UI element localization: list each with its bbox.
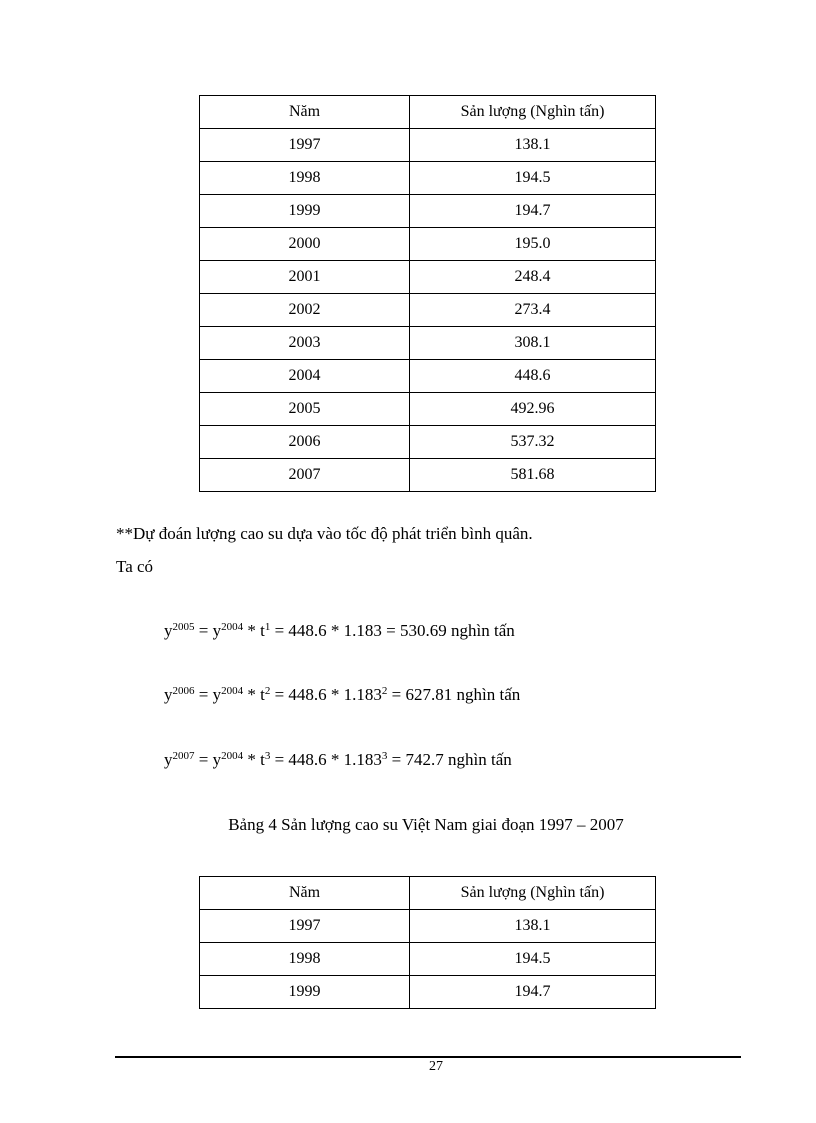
table-caption: Bảng 4 Sản lượng cao su Việt Nam giai đoạn 1997 – 2007 (228, 815, 624, 834)
output-cell: 194.7 (410, 976, 656, 1009)
formula-superscript: 3 (264, 750, 271, 762)
output-cell: 138.1 (410, 910, 656, 943)
year-cell: 2005 (200, 393, 410, 426)
year-cell: 2001 (200, 261, 410, 294)
column-header-year: Năm (200, 877, 410, 910)
output-cell: 581.68 (410, 459, 656, 492)
formula-result: = 448.6 * 1.183 = 530.69 nghìn tấn (270, 621, 515, 640)
table-header-row (200, 96, 656, 129)
formula-superscript: 2004 (221, 750, 244, 762)
formula-term: y (164, 685, 173, 704)
year-cell: 2007 (200, 459, 410, 492)
formula-term: = y (194, 750, 222, 769)
year-cell: 2002 (200, 294, 410, 327)
year-cell: 1997 (200, 129, 410, 162)
formula-term: y (164, 621, 173, 640)
column-header-output: Sản lượng (Nghìn tấn) (410, 96, 656, 129)
output-cell: 492.96 (410, 393, 656, 426)
output-cell: 448.6 (410, 360, 656, 393)
formula-result: = 627.81 nghìn tấn (387, 685, 521, 704)
year-cell: 1999 (200, 195, 410, 228)
formula-superscript: 3 (381, 750, 388, 762)
formula-term: * t (243, 750, 265, 769)
year-cell: 1999 (200, 976, 410, 1009)
table-row (200, 129, 656, 162)
production-table-2 (199, 876, 656, 1009)
formula-term: * t (243, 621, 265, 640)
table-row (200, 360, 656, 393)
formula-term: = 448.6 * 1.183 (270, 750, 382, 769)
forecast-heading: **Dự đoán lượng cao su dựa vào tốc độ phát triển bình quân. (116, 524, 533, 543)
column-header-year: Năm (200, 96, 410, 129)
table-row (200, 294, 656, 327)
year-cell: 2000 (200, 228, 410, 261)
output-cell: 273.4 (410, 294, 656, 327)
intro-text: Ta có (116, 557, 154, 576)
formula-superscript: 2007 (172, 750, 195, 762)
formula-result: = 742.7 nghìn tấn (387, 750, 512, 769)
formula-superscript: 2 (264, 685, 271, 697)
formula-term: = y (194, 621, 222, 640)
formula-2006 (164, 685, 520, 705)
table-row (200, 976, 656, 1009)
output-cell: 194.5 (410, 943, 656, 976)
formula-superscript: 2005 (172, 621, 195, 633)
year-cell: 1997 (200, 910, 410, 943)
formula-superscript: 2006 (172, 685, 195, 697)
production-table-1 (199, 95, 656, 492)
output-cell: 194.5 (410, 162, 656, 195)
table-row (200, 459, 656, 492)
output-cell: 195.0 (410, 228, 656, 261)
table-row (200, 910, 656, 943)
year-cell: 1998 (200, 162, 410, 195)
table-row (200, 393, 656, 426)
output-cell: 537.32 (410, 426, 656, 459)
year-cell: 2004 (200, 360, 410, 393)
output-cell: 138.1 (410, 129, 656, 162)
table-header-row (200, 877, 656, 910)
formula-term: * t (243, 685, 265, 704)
table-row (200, 195, 656, 228)
year-cell: 1998 (200, 943, 410, 976)
year-cell: 2003 (200, 327, 410, 360)
table-row (200, 327, 656, 360)
output-cell: 308.1 (410, 327, 656, 360)
formula-superscript: 2 (381, 685, 388, 697)
output-cell: 194.7 (410, 195, 656, 228)
formula-term: = 448.6 * 1.183 (270, 685, 382, 704)
formula-2007 (164, 750, 512, 770)
formula-term: = y (194, 685, 222, 704)
table-row (200, 228, 656, 261)
formula-superscript: 2004 (221, 621, 244, 633)
table-row (200, 426, 656, 459)
formula-2005 (164, 621, 515, 641)
year-cell: 2006 (200, 426, 410, 459)
table-row (200, 261, 656, 294)
column-header-output: Sản lượng (Nghìn tấn) (410, 877, 656, 910)
formula-superscript: 2004 (221, 685, 244, 697)
table-row (200, 943, 656, 976)
page-number: 27 (429, 1059, 443, 1074)
table-row (200, 162, 656, 195)
output-cell: 248.4 (410, 261, 656, 294)
formula-superscript: 1 (264, 621, 271, 633)
formula-term: y (164, 750, 173, 769)
